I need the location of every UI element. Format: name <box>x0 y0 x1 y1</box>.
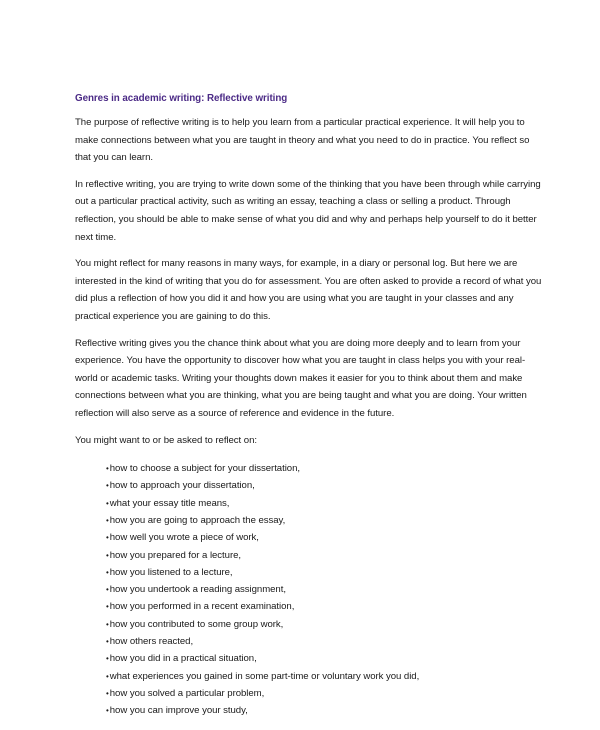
document-heading: Genres in academic writing: Reflective writing <box>75 93 288 104</box>
list-item: • how you can improve your study, <box>106 702 545 719</box>
paragraph-purpose: The purpose of reflective writing is to help you learn from a particular practical experience. It will help you to make connections between what you are taught in theory and what you need to do in practice. You reflect so that you can learn. <box>75 117 530 164</box>
document-body <box>75 93 545 720</box>
list-item: • how to approach your dissertation, <box>106 477 545 494</box>
list-item: • how to choose a subject for your dissertation, <box>106 460 545 477</box>
list-item: • how others reacted, <box>106 633 545 650</box>
list-item: • what experiences you gained in some part-time or voluntary work you did, <box>106 668 545 685</box>
list-intro: You might want to or be asked to reflect on: <box>75 434 257 446</box>
list-item: • how you undertook a reading assignment, <box>106 581 545 598</box>
list-item: • how well you wrote a piece of work, <box>106 529 545 546</box>
paragraph-benefits: Reflective writing gives you the chance think about what you are doing more deeply and to learn from your experience. You have the opportunity to discover how what you are taught in class helps you with your real-world or academic tasks. Writing your thoughts down makes it easier for you to think about them and make connections between what you are thinking, what you are being taught and what you are doing. Your written reflection will also serve as a source of reference and evidence in the future. <box>75 337 527 419</box>
list-item: • how you did in a practical situation, <box>106 650 545 667</box>
list-item: • how you are going to approach the essay, <box>106 512 545 529</box>
paragraph-reasons: You might reflect for many reasons in many ways, for example, in a diary or personal log. But here we are interested in the kind of writing that you do for assessment. You are often asked to provide a record of what you did plus a reflection of how you did it and how you are using what you are taught in your classes and any practical experience you are gaining to do this. <box>75 258 542 322</box>
list-item: • how you solved a particular problem, <box>106 685 545 702</box>
list-item: • how you performed in a recent examination, <box>106 598 545 615</box>
list-item: • how you prepared for a lecture, <box>106 547 545 564</box>
list-item: • what your essay title means, <box>106 495 545 512</box>
reflection-topics-list <box>75 460 545 719</box>
paragraph-thinking: In reflective writing, you are trying to write down some of the thinking that you have been through while carrying out a particular practical activity, such as writing an essay, teaching a class or selling a product. Through reflection, you should be able to make sense of what you did and why and perhaps help yourself to do it better next time. <box>75 178 541 243</box>
list-item: • how you contributed to some group work, <box>106 616 545 633</box>
list-item: • how you listened to a lecture, <box>106 564 545 581</box>
